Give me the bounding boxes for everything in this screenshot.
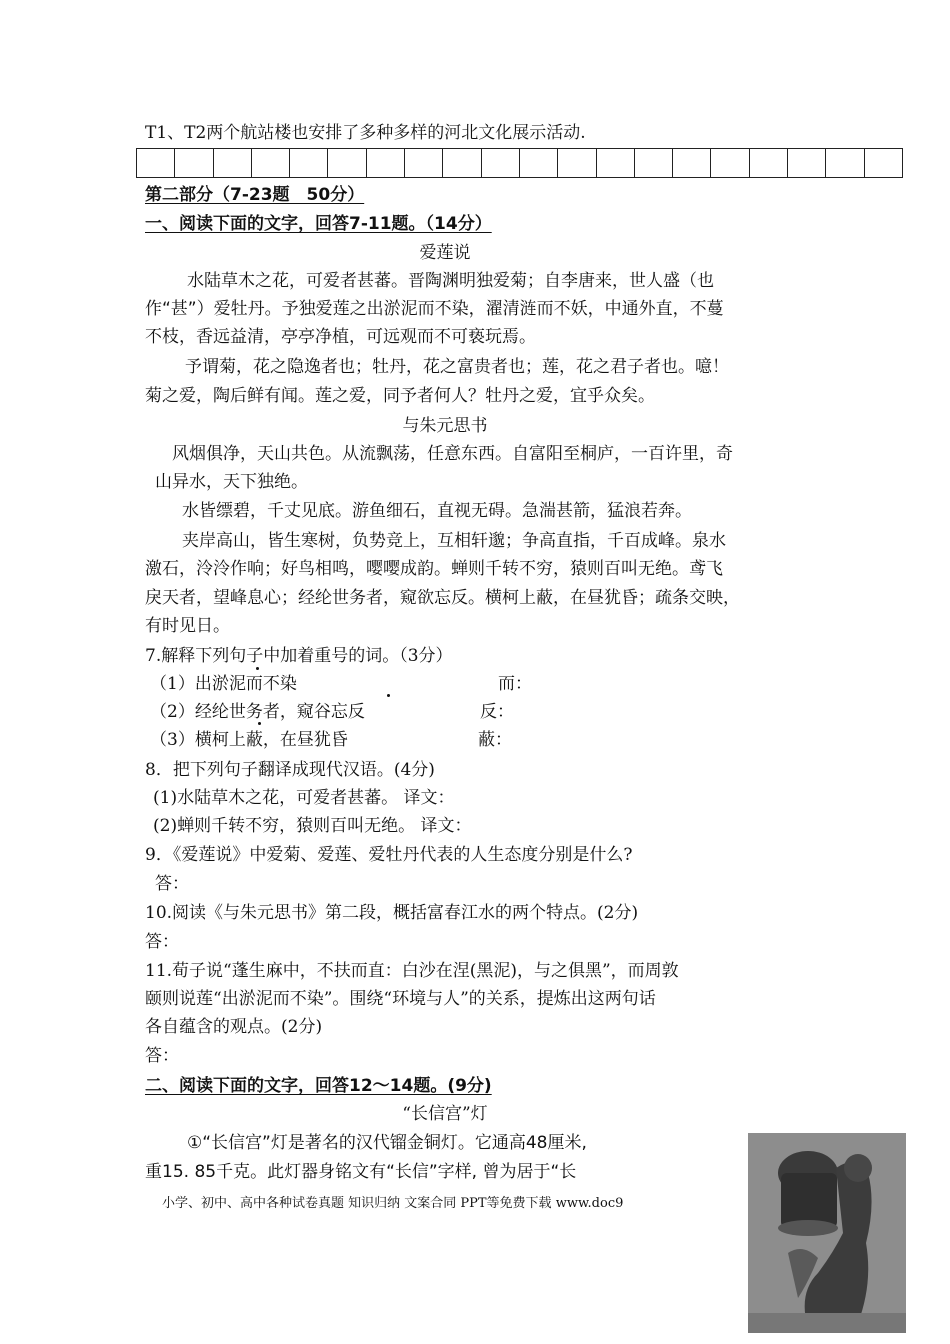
grid-cell: [366, 149, 404, 178]
grid-cell: [673, 149, 711, 178]
passage3-line: 重15. 85千克。此灯器身铭文有“长信”字样, 曾为居于“长: [145, 1162, 577, 1182]
footer-note: 小学、初中、高中各种试卷真题 知识归纳 文案合同 PPT等免费下载 www.doc9: [162, 1196, 624, 1211]
passage2-line: 水皆缥碧，千丈见底。游鱼细石，直视无碍。急湍甚箭，猛浪若奔。: [182, 501, 692, 521]
passage1-line: 予谓菊，花之隐逸者也；牡丹，花之富贵者也；莲，花之君子者也。噫！: [168, 357, 729, 377]
grid-cell: [864, 149, 902, 178]
grid-cell: [596, 149, 634, 178]
passage2-title: 与朱元思书: [402, 416, 488, 436]
q7-stem: 7.解释下列句子中加着重号的词。（3分）: [145, 646, 453, 666]
lamp-figure-image: [748, 1133, 906, 1333]
grid-cell: [251, 149, 289, 178]
passage1-line: 作“甚”）爱牡丹。予独爱莲之出淤泥而不染，濯清涟而不妖，中通外直，不蔓: [145, 299, 724, 319]
grid-cell: [175, 149, 213, 178]
grid-cell: [519, 149, 557, 178]
passage2-line: 激石，泠泠作响；好鸟相鸣，嘤嘤成韵。蝉则千转不穷，猿则百叫无绝。鸢飞: [145, 559, 723, 579]
section1-heading: 一、阅读下面的文字，回答7-11题。（14分）: [145, 214, 492, 234]
q11-line: 各自蕴含的观点。(2分): [145, 1017, 323, 1037]
grid-cell: [137, 149, 175, 178]
grid-cell: [634, 149, 672, 178]
passage2-line: 风烟俱净，天山共色。从流飘荡，任意东西。自富阳至桐庐，一百许里，奇: [172, 444, 733, 464]
section2-heading: 二、阅读下面的文字，回答12～14题。(9分): [145, 1076, 492, 1096]
q7-answer-label: 而：: [498, 674, 532, 694]
intro-line: T1、T2两个航站楼也安排了多种多样的河北文化展示活动.: [145, 123, 586, 143]
answer-grid: [136, 148, 903, 178]
grid-cell: [443, 149, 481, 178]
lamp-photo: [748, 1133, 906, 1333]
passage2-line: 夹岸高山，皆生寒树，负势竞上，互相轩邈；争高直指，千百成峰。泉水: [182, 531, 726, 551]
q7-item: （1）出淤泥而不染: [150, 674, 297, 694]
part2-heading: 第二部分（7-23题 50分）: [145, 185, 365, 205]
q10-stem: 10.阅读《与朱元思书》第二段，概括富春江水的两个特点。(2分): [145, 903, 639, 923]
q7-answer-label: 蔽：: [478, 730, 512, 750]
passage1-line: 菊之爱，陶后鲜有闻。莲之爱，同予者何人？牡丹之爱，宜乎众矣。: [145, 386, 655, 406]
q9-answer: 答：: [155, 874, 189, 894]
emphasis-dot: [258, 722, 261, 725]
passage1-line: 水陆草木之花，可爱者甚蕃。晋陶渊明独爱菊；自李唐来，世人盛（也: [170, 271, 714, 291]
q11-line: 11.荀子说“蓬生麻中，不扶而直：白沙在涅(黑泥)，与之俱黑”，而周敦: [145, 961, 679, 981]
q9-stem: 9．《爱莲说》中爱菊、爱莲、爱牡丹代表的人生态度分别是什么?: [145, 845, 633, 865]
grid-cell: [405, 149, 443, 178]
grid-cell: [213, 149, 251, 178]
q7-item: （2）经纶世务者，窥谷忘反: [150, 702, 365, 722]
passage1-line: 不枝，香远益清，亭亭净植，可远观而不可亵玩焉。: [145, 327, 536, 347]
q11-line: 颐则说莲“出淤泥而不染”。围绕“环境与人”的关系，提炼出这两句话: [145, 989, 656, 1009]
grid-cell: [826, 149, 864, 178]
q8-item: (2)蝉则千转不穷，猿则百叫无绝。 译文：: [153, 816, 472, 836]
passage3-title: “长信宫”灯: [402, 1104, 488, 1124]
grid-cell: [290, 149, 328, 178]
grid-cell: [711, 149, 749, 178]
grid-cell: [481, 149, 519, 178]
grid-cell: [558, 149, 596, 178]
passage2-line: 山异水，天下独绝。: [155, 472, 308, 492]
q10-answer: 答：: [145, 932, 179, 952]
q11-answer: 答：: [145, 1046, 179, 1066]
q8-stem: 8．把下列句子翻译成现代汉语。(4分): [145, 760, 435, 780]
q7-answer-label: 反：: [480, 702, 514, 722]
emphasis-dot: [256, 667, 259, 670]
grid-cell: [749, 149, 787, 178]
passage1-title: 爱莲说: [419, 243, 471, 263]
passage3-line: ①“长信宫”灯是著名的汉代镏金铜灯。它通高48厘米,: [170, 1133, 587, 1153]
passage2-line: 戾天者，望峰息心；经纶世务者，窥欲忘反。横柯上蔽，在昼犹昏；疏条交映，: [145, 588, 740, 608]
q8-item: (1)水陆草木之花，可爱者甚蕃。 译文：: [153, 788, 455, 808]
grid-cell: [788, 149, 826, 178]
emphasis-dot: [387, 694, 390, 697]
grid-cell: [328, 149, 366, 178]
passage2-line: 有时见日。: [145, 616, 230, 636]
q7-item: （3）横柯上蔽，在昼犹昏: [150, 730, 348, 750]
